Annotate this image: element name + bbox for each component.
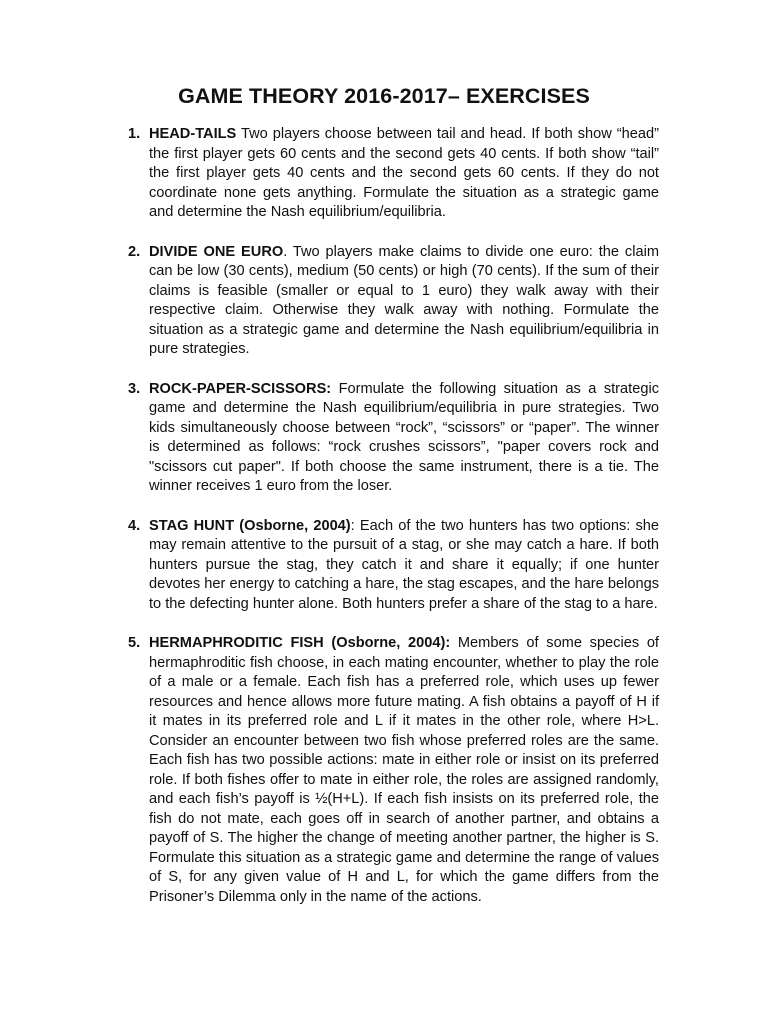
exercise-list	[128, 125, 659, 927]
exercise-item	[128, 125, 659, 223]
exercise-heading: HERMAPHRODITIC FISH (Osborne, 2004):	[149, 635, 451, 651]
exercise-item	[128, 380, 659, 497]
exercise-text: Formulate the following situation as a strategic game and determine the Nash equilibrium/equilibria in pure strategies. Two kids simultaneously choose between “rock”, “scissors” or “paper”. The winner is determined as follows: “rock crushes scissors”, "paper covers rock and "scissors cut paper". If both choose the same instrument, there is a tie. The winner receives 1 euro from the loser.	[149, 380, 659, 494]
exercise-item	[128, 634, 659, 907]
exercise-heading: DIVIDE ONE EURO	[149, 243, 284, 260]
exercise-heading: HEAD-TAILS	[149, 126, 237, 142]
exercise-text: Two players choose between tail and head. If both show “head” the first player gets 60 cents and the second gets 40 cents. If both show “tail” the first player gets 40 cents and the second gets 60 cents. If they do not coordinate none gets anything. Formulate the situation as a strategic game and determine the Nash equilibrium/equilibria.	[149, 126, 659, 220]
exercise-text: Members of some species of hermaphroditic fish choose, in each mating encounter, whether to play the role of a male or a female. Each fish has a preferred role, which uses up fewer resources and hence allows more future mating. A fish obtains a payoff of H if it mates in its preferred role and L if it mates in the other role, where H>L. Consider an encounter between two fish whose preferred roles are the same. Each fish has two possible actions: mate in either role or insist on its preferred role. If both fishes offer to mate in either role, the roles are assigned randomly, and each fish’s payoff is ½(H+L). If each fish insists on its preferred role, the fish do not mate, each goes off in search of another partner, and obtains a payoff of S. The higher the change of meeting another partner, the higher is S. Formulate this situation as a strategic game and determine the range of values of S, for any given value of H and L, for which the game differs from the Prisoner’s Dilemma only in the name of the actions.	[149, 635, 659, 905]
exercise-heading: STAG HUNT (Osborne, 2004)	[149, 517, 351, 534]
exercise-number: 3.	[128, 380, 141, 397]
exercise-number: 1.	[128, 126, 141, 142]
document-title: GAME THEORY 2016-2017– EXERCISES	[178, 84, 590, 108]
exercise-text: : Each of the two hunters has two options: she may remain attentive to the pursuit of a stag, or she may catch a hare. If both hunters pursue the stag, they catch it and share it equally; if one hunter devotes her energy to catching a hare, the stag escapes, and the hare belongs to the defecting hunter alone. Both hunters prefer a share of the stag to a hare.	[149, 517, 659, 612]
exercise-number: 5.	[128, 635, 141, 651]
exercise-item	[128, 517, 659, 615]
exercise-heading: ROCK-PAPER-SCISSORS:	[149, 380, 332, 397]
exercise-text: . Two players make claims to divide one euro: the claim can be low (30 cents), medium (50 cents) or high (70 cents). If the sum of their claims is feasible (smaller or equal to 1 euro) they walk away with their respective claim. Otherwise they walk away with nothing. Formulate the situation as a strategic game and determine the Nash equilibrium/equilibria in pure strategies.	[149, 243, 659, 357]
exercise-number: 2.	[128, 243, 141, 260]
exercise-item	[128, 243, 659, 360]
exercise-number: 4.	[128, 517, 141, 534]
